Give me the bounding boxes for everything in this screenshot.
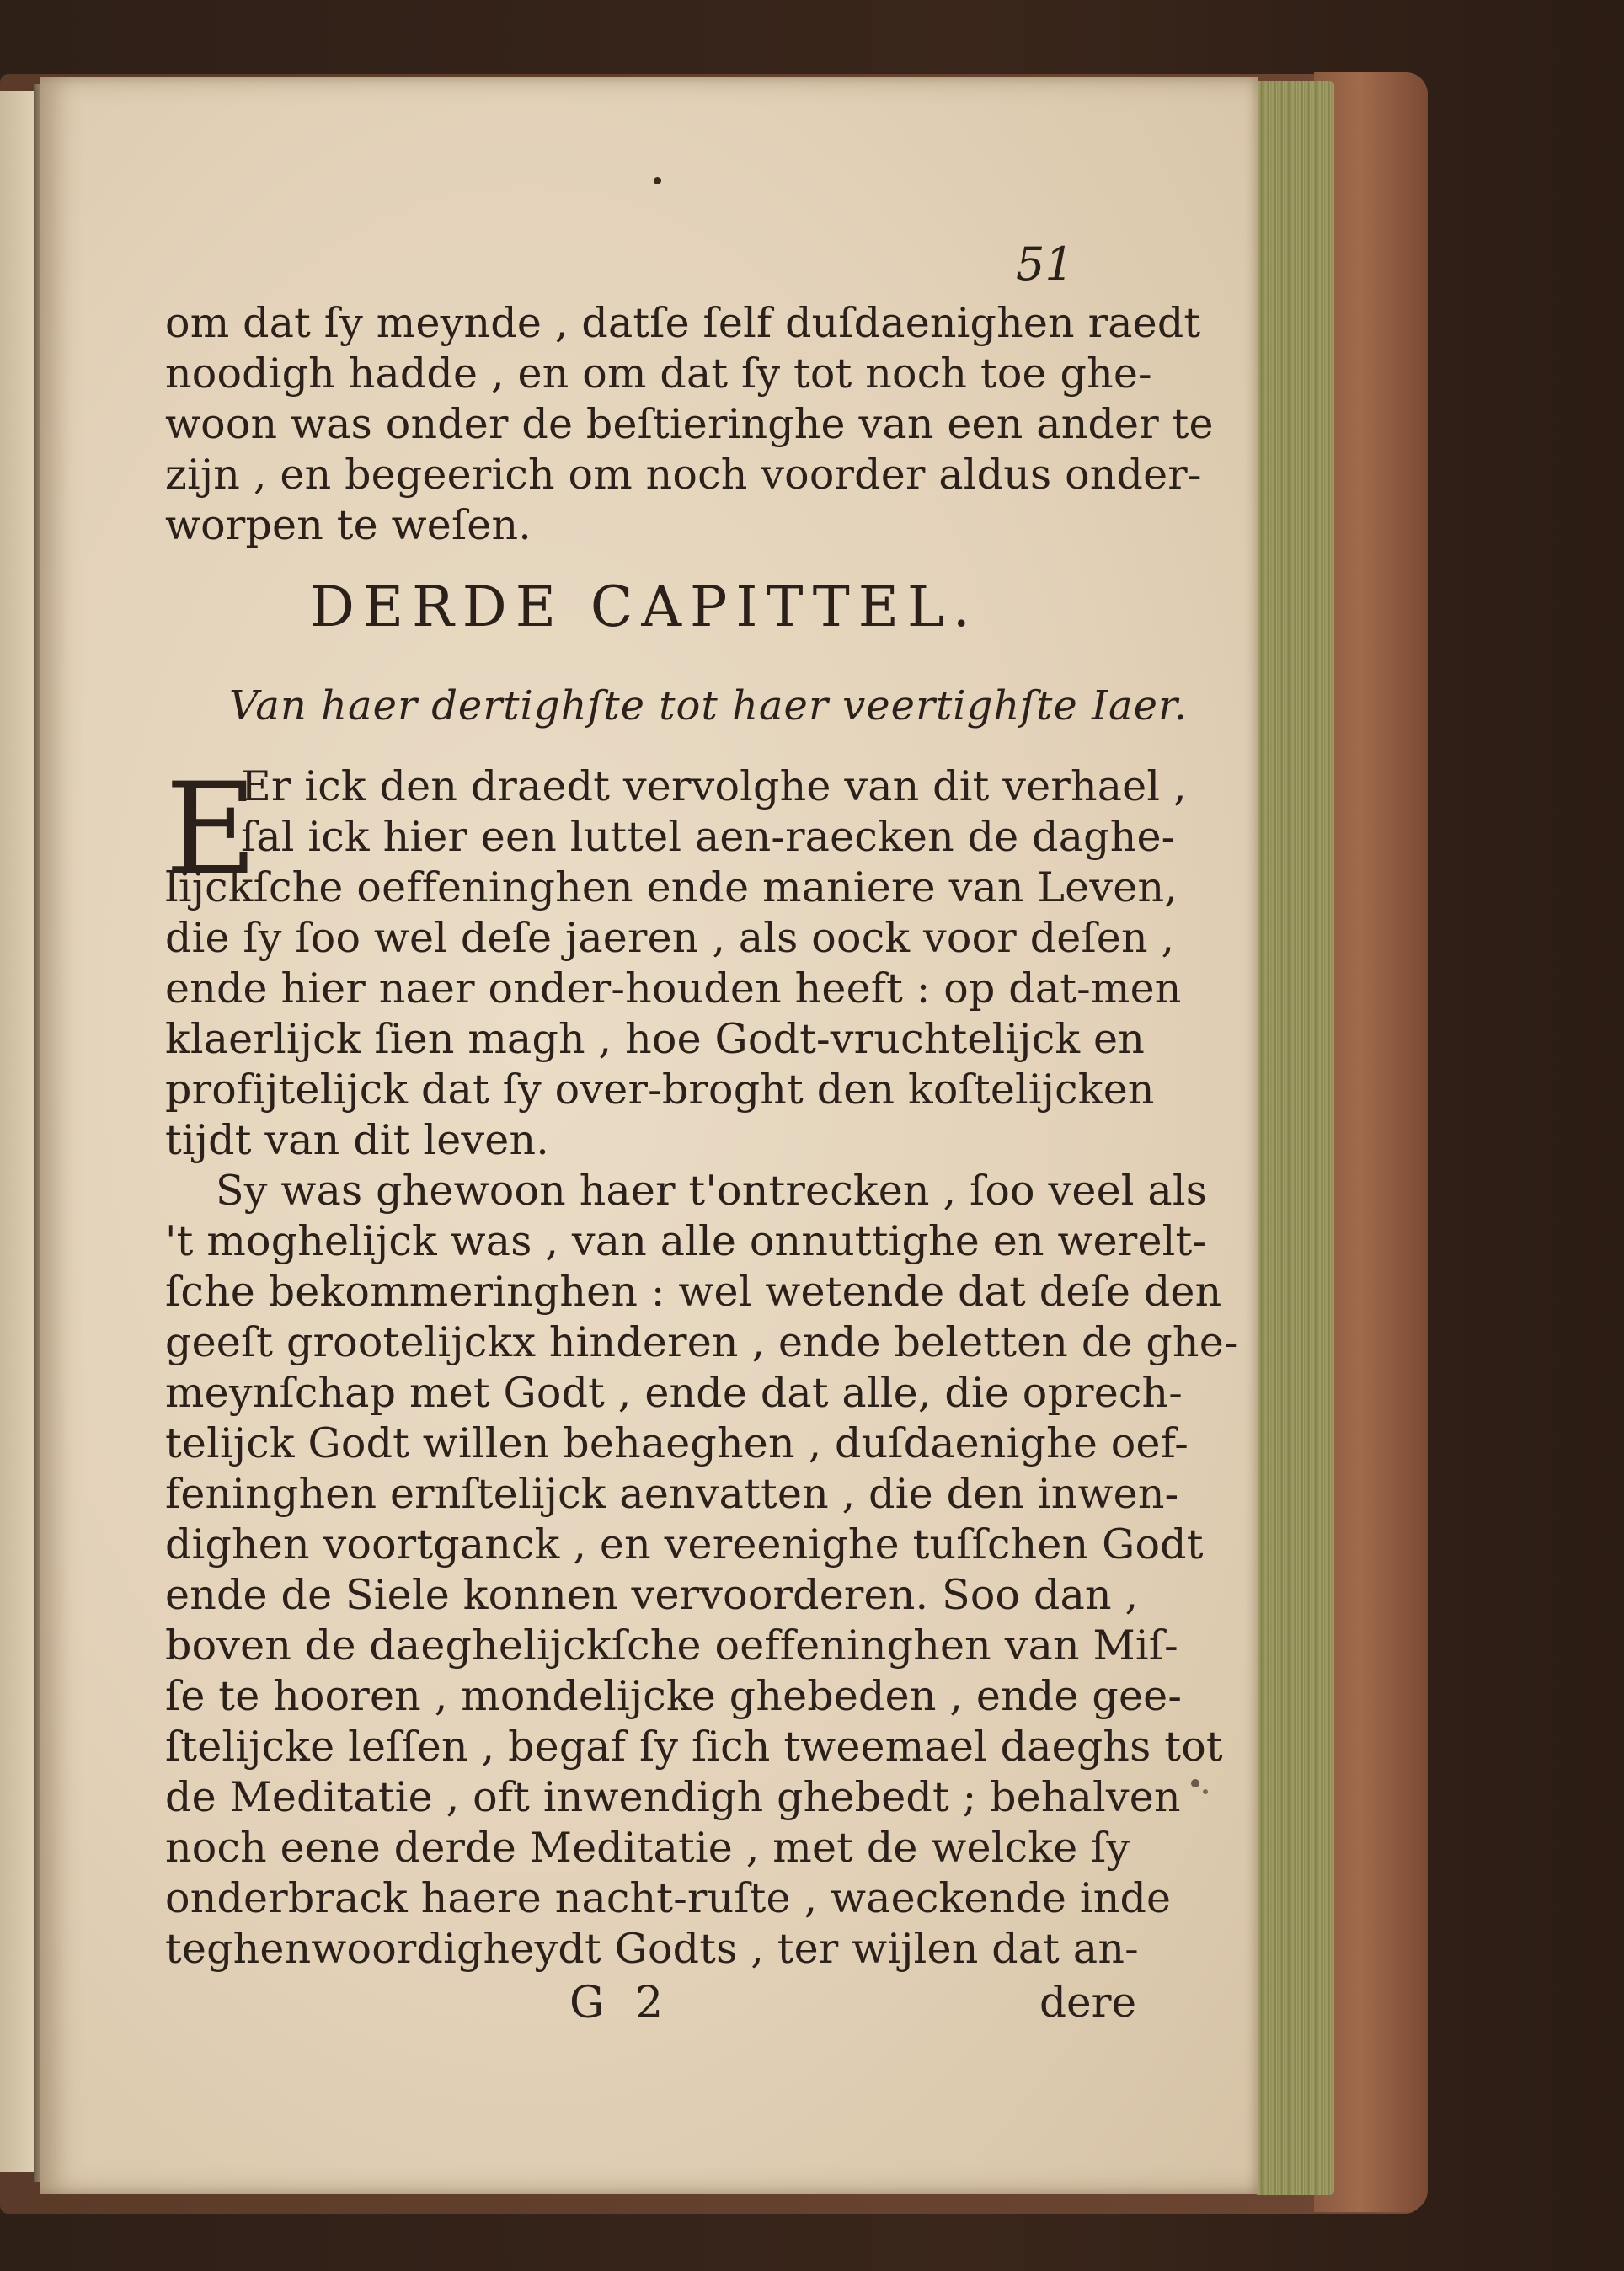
body-line: ſche bekommeringhen : wel wetende dat deſe den <box>165 1268 1222 1316</box>
ink-speck <box>1203 1789 1208 1794</box>
body-line: Sy was ghewoon haer t'ontrecken , ſoo veel als <box>216 1167 1208 1215</box>
body-line: 't moghelijck was , van alle onnuttighe en werelt- <box>165 1217 1207 1265</box>
catchword: dere <box>1039 1978 1137 2027</box>
ink-speck <box>1191 1779 1199 1787</box>
chapter-title: DERDE CAPITTEL. <box>310 574 979 639</box>
body-line: telijck Godt willen behaeghen , duſdaenighe oef- <box>165 1419 1189 1467</box>
intro-line: zijn , en begeerich om noch voorder aldus onder- <box>165 451 1202 499</box>
body-line: lijckſche oeffeninghen ende maniere van Leven, <box>165 863 1178 911</box>
intro-line: om dat ſy meynde , datſe ſelf duſdaenighen raedt <box>165 299 1201 347</box>
body-line: meynſchap met Godt , ende dat alle, die oprech- <box>165 1369 1183 1417</box>
body-line: ſal ick hier een luttel aen-raecken de daghe- <box>241 813 1176 861</box>
body-line: profijtelijck dat ſy over-broght den koſtelijcken <box>165 1066 1155 1114</box>
body-line: feninghen ernſtelijck aenvatten , die den inwen- <box>165 1470 1179 1518</box>
body-line: ende de Siele konnen vervoorderen. Soo dan , <box>165 1571 1139 1619</box>
ink-speck <box>654 177 661 184</box>
body-line: die ſy ſoo wel deſe jaeren , als oock voor deſen , <box>165 914 1175 962</box>
intro-line: worpen te weſen. <box>165 501 532 549</box>
body-line: ſtelijcke leſſen , begaf ſy ſich tweemael daeghs tot <box>165 1723 1223 1771</box>
drop-cap: E <box>165 756 258 903</box>
body-line: tijdt van dit leven. <box>165 1116 550 1164</box>
body-line: boven de daeghelijckſche oeffeninghen van Miſ- <box>165 1622 1178 1670</box>
body-line: dighen voortganck , en vereenighe tuſſchen Godt <box>165 1520 1204 1568</box>
body-line: noch eene derde Meditatie , met de welcke ſy <box>165 1824 1130 1872</box>
signature-mark: G 2 <box>569 1978 672 2028</box>
body-line: de Meditatie , oft inwendigh ghebedt ; behalven <box>165 1773 1181 1821</box>
page-number: 51 <box>1016 238 1074 291</box>
body-line: onderbrack haere nacht-ruſte , waeckende inde <box>165 1874 1172 1922</box>
page-fore-edge <box>1257 81 1334 2195</box>
chapter-subtitle: Van haer dertighſte tot haer veertighſte Iaer. <box>229 682 1188 729</box>
body-line: ende hier naer onder-houden heeft : op dat-men <box>165 965 1182 1013</box>
intro-line: woon was onder de beſtieringhe van een ander te <box>165 400 1214 448</box>
body-line: geeſt grootelijckx hinderen , ende beletten de ghe- <box>165 1318 1238 1366</box>
body-line: ſe te hooren , mondelijcke ghebeden , ende gee- <box>165 1672 1183 1720</box>
intro-line: noodigh hadde , en om dat ſy tot noch toe ghe- <box>165 350 1152 398</box>
book-page <box>40 77 1258 2194</box>
left-page-sliver <box>0 91 37 2172</box>
body-line: teghenwoordigheydt Godts , ter wijlen dat an- <box>165 1925 1139 1973</box>
body-line: klaerlijck ſien magh , hoe Godt-vruchtelijck en <box>165 1015 1145 1063</box>
body-line: Er ick den draedt vervolghe van dit verhael , <box>241 762 1187 810</box>
